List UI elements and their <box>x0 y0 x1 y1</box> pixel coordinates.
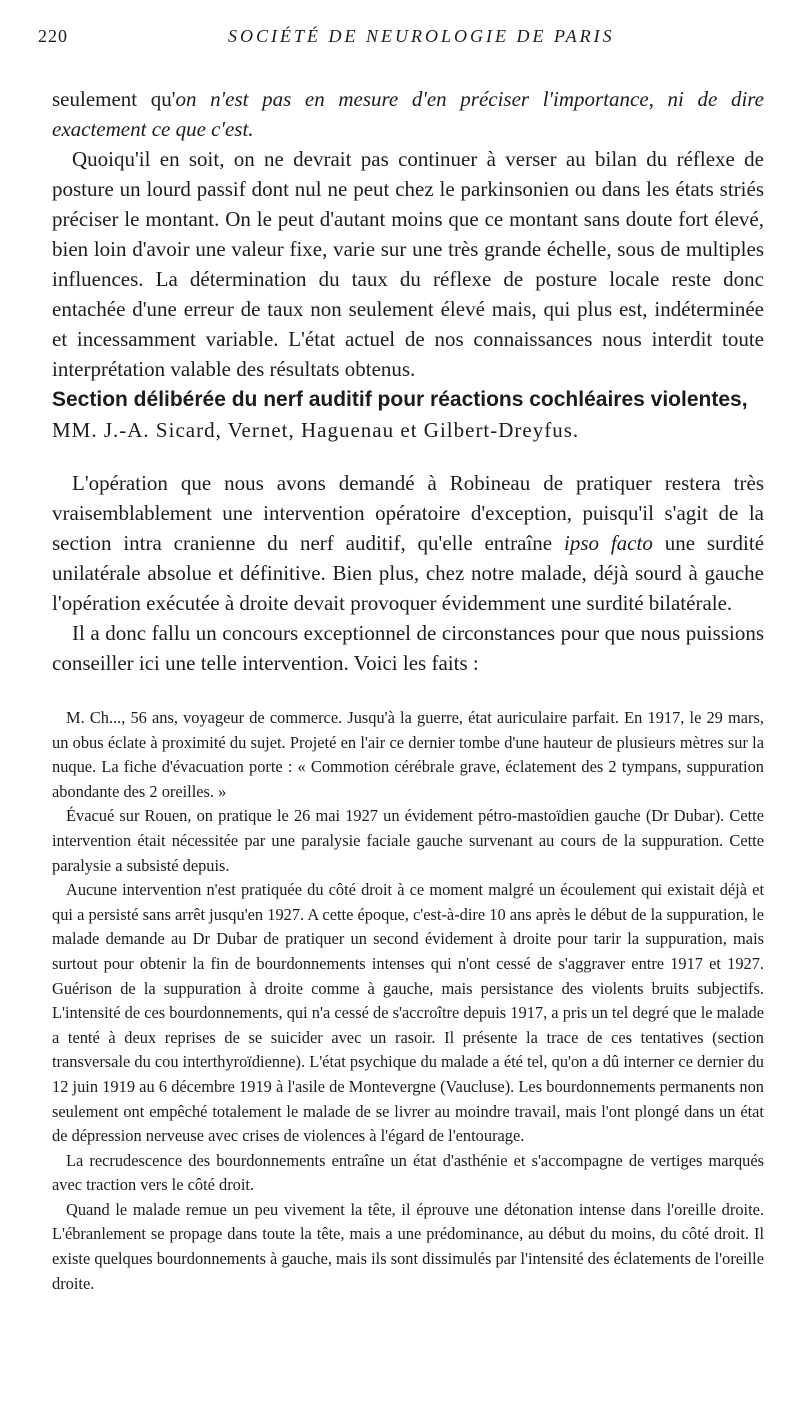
case-report <box>52 706 764 1296</box>
case-paragraph-3: Aucune intervention n'est pratiquée du côté droit à ce moment malgré un écoulement qui existait déjà et qui a persisté sans arrêt jusqu'en 1927. A cette époque, c'est-à-dire 10 ans après le début de la suppuration, le malade demande au Dr Dubar de pratiquer un second évidement à droite pour tarir la suppuration, mais surtout pour obtenir la fin de bourdonnements intenses qui n'ont cessé de s'aggraver entre 1917 et 1927. Guérison de la suppuration à droite comme à gauche, mais persistance des violents bruits subjectifs. L'intensité de ces bourdonnements, qui n'a cessé de s'accroître depuis 1917, a pris un tel degré que le malade a tenté à deux reprises de se suicider avec un rasoir. Il présente la trace de ces tentatives (section transversale du cou interthyroïdienne). L'état psychique du malade a été tel, qu'on a dû interner ce dernier du 12 juin 1919 au 6 décembre 1919 à l'asile de Montevergne (Vaucluse). Les bourdonnements permanents non seulement ont empêché totalement le malade de se livrer au moindre travail, mais l'ont plongé dans un état de dépression nerveuse avec crises de violences à l'égard de l'entourage. <box>52 880 764 1146</box>
section-title: Section délibérée du nerf auditif pour réactions cochléaires violentes, <box>52 388 748 411</box>
body-p1-start: L'opération que nous avons demandé à Robineau de pratiquer restera très vraisemblablement une intervention opératoire d'exception, puisqu'il s'agit de la section intra cranienne du nerf auditif, qu'elle entraîne <box>52 471 764 555</box>
section-body <box>52 468 764 678</box>
body-p1-end: une surdité unilatérale absolue et définitive. Bien plus, chez notre malade, déjà sourd à gauche l'opération exécutée à droite devait provoquer évidemment une surdité bilatérale. <box>52 531 765 615</box>
case-paragraph-1: M. Ch..., 56 ans, voyageur de commerce. Jusqu'à la guerre, état auriculaire parfait. En 1917, le 29 mars, un obus éclate à proximité du sujet. Projeté en l'air ce dernier tombe d'une hauteur de plusieurs mètres sur la nuque. La fiche d'évacuation porte : « Commotion cérébrale grave, éclatement des 2 tympans, suppuration abondante des 2 oreilles. » <box>52 708 764 801</box>
intro-p1-roman: seulement qu' <box>52 87 176 111</box>
running-title: SOCIÉTÉ DE NEUROLOGIE DE PARIS <box>228 26 615 46</box>
case-paragraph-5: Quand le malade remue un peu vivement la tête, il éprouve une détonation intense dans l'oreille droite. L'ébranlement se propage dans toute la tête, mais a une prédominance, au début du moins, du côté droit. Il existe quelques bourdonnements à gauche, mais ils sont dissimulés par l'intensité des éclatements de l'oreille droite. <box>52 1199 764 1293</box>
intro-paragraph-1 <box>52 84 764 144</box>
body-paragraph-2: Il a donc fallu un concours exceptionnel de circonstances pour que nous puissions conseiller ici une telle intervention. Voici les faits : <box>52 621 764 675</box>
section-heading <box>52 385 764 446</box>
page-number: 220 <box>38 26 68 46</box>
body-p1-italic: ipso facto <box>563 531 653 555</box>
case-paragraph-4: La recrudescence des bourdonnements entraîne un état d'asthénie et s'accompagne de vertiges marqués avec traction vers le côté droit. <box>52 1150 764 1195</box>
intro-paragraph-2: Quoiqu'il en soit, on ne devrait pas continuer à verser au bilan du réflexe de posture un lourd passif dont nul ne peut chez le parkinsonien ou dans les états striés préciser le montant. On le peut d'autant moins que ce montant sans doute fort élevé, bien loin d'avoir une valeur fixe, varie sur une très grande échelle, sous de multiples influences. La détermination du taux du réflexe de posture locale reste donc entachée d'une erreur de taux non seulement élevé mais, qui plus est, indéterminée et incessamment variable. L'état actuel de nos connaissances nous interdit toute interprétation valable des résultats obtenus. <box>52 147 764 381</box>
section-authors: MM. J.-A. Sicard, Vernet, Haguenau et Gilbert-Dreyfus. <box>52 418 580 442</box>
intro-text <box>52 84 764 384</box>
case-paragraph-2: Évacué sur Rouen, on pratique le 26 mai 1927 un évidement pétro-mastoïdien gauche (Dr Dubar). Cette intervention était nécessitée par une paralysie faciale gauche survenant au cours de la suppuration. Cette paralysie a subsisté depuis. <box>52 806 764 875</box>
body-paragraph-1 <box>52 468 764 618</box>
intro-p1-italic: on n'est pas en mesure d'en préciser l'importance, ni de dire exactement ce que c'est. <box>52 87 764 141</box>
